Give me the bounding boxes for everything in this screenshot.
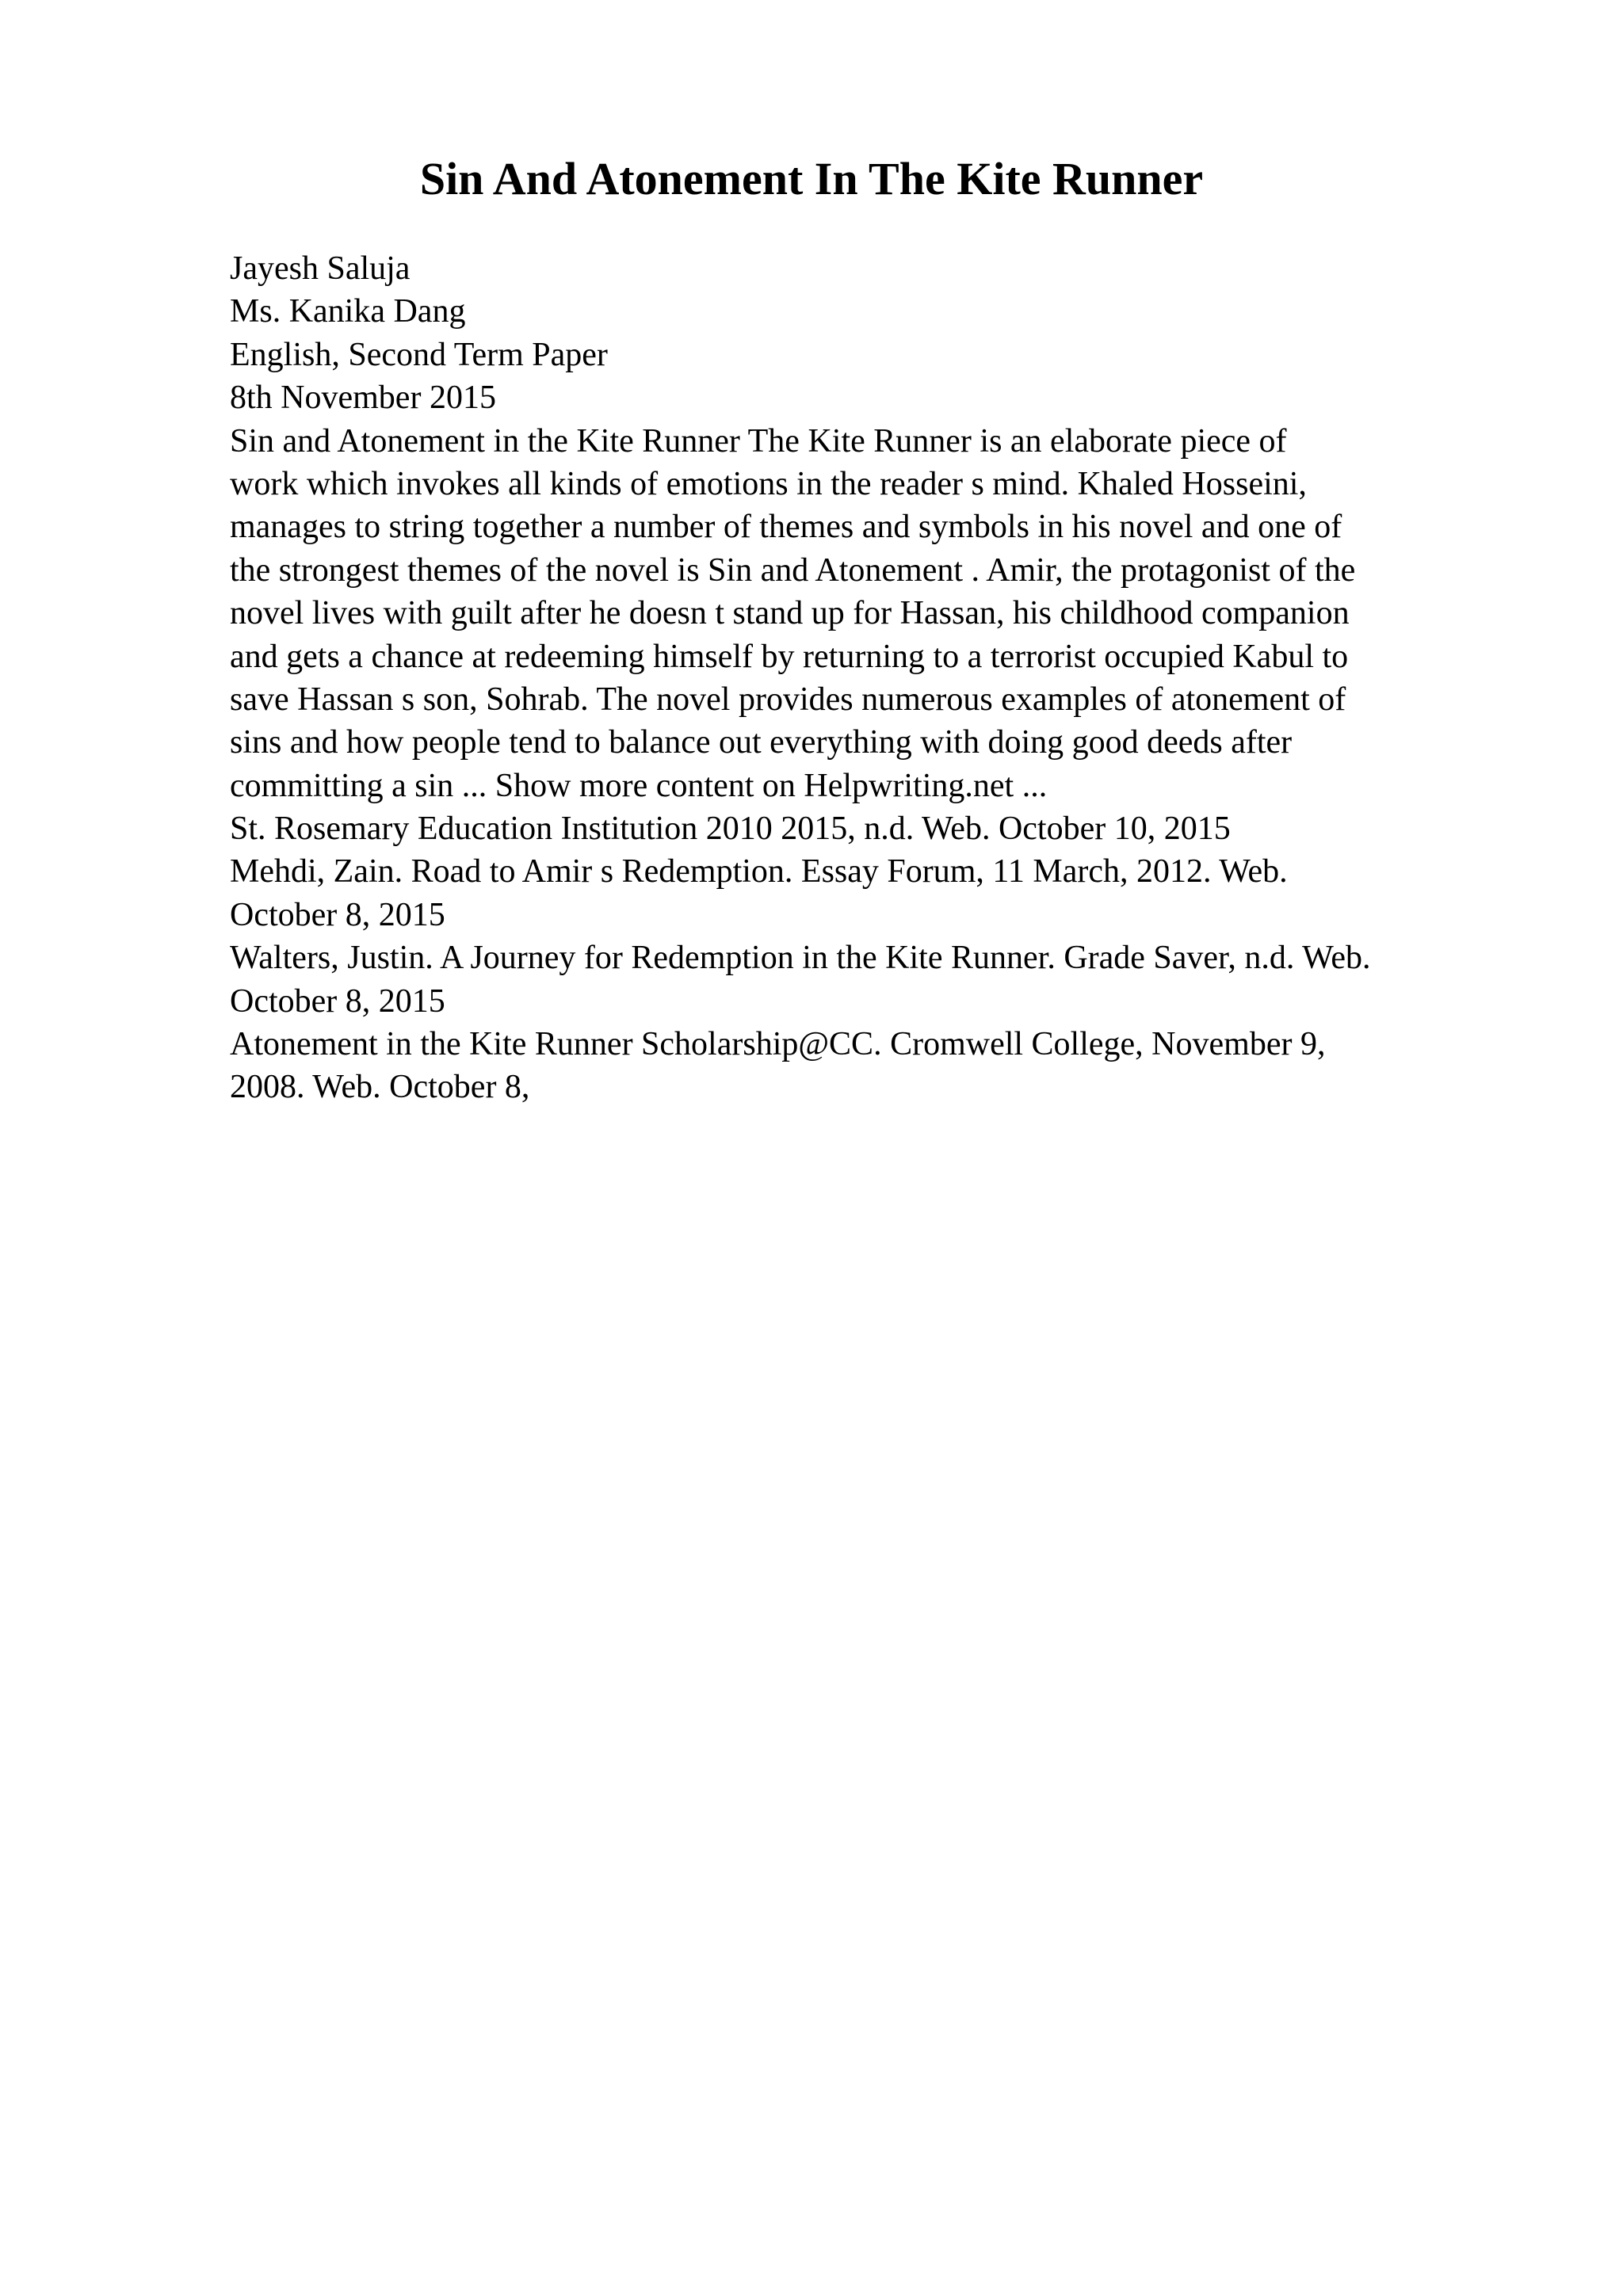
reference-line: Walters, Justin. A Journey for Redemption in the Kite Runner. Grade Saver, n.d. Web. <box>230 940 1371 977</box>
references <box>230 807 1545 1109</box>
body-line: and gets a chance at redeeming himself by returning to a terrorist occupied Kabul to <box>230 638 1349 675</box>
instructor-name: Ms. Kanika Dang <box>230 293 466 330</box>
essay-body <box>230 420 1545 808</box>
course-name: English, Second Term Paper <box>230 336 608 373</box>
body-line: the strongest themes of the novel is Sin and Atonement . Amir, the protagonist of the <box>230 551 1356 589</box>
reference-line: 2008. Web. October 8, <box>230 1069 530 1106</box>
document-title: Sin And Atonement In The Kite Runner <box>419 153 1204 204</box>
reference-line: October 8, 2015 <box>230 896 445 933</box>
body-line: committing a sin ... Show more content on Helpwriting.net ... <box>230 767 1048 804</box>
reference-line: Mehdi, Zain. Road to Amir s Redemption. Essay Forum, 11 March, 2012. Web. <box>230 853 1288 891</box>
author-name: Jayesh Saluja <box>230 250 411 287</box>
body-line: sins and how people tend to balance out everything with doing good deeds after <box>230 724 1293 761</box>
body-line: novel lives with guilt after he doesn t stand up for Hassan, his childhood companion <box>230 595 1350 632</box>
reference-line: October 8, 2015 <box>230 982 445 1020</box>
paper-date: 8th November 2015 <box>230 379 496 417</box>
reference-line: Atonement in the Kite Runner Scholarship@CC. Cromwell College, November 9, <box>230 1026 1326 1063</box>
document-content <box>230 247 1545 1109</box>
reference-line: St. Rosemary Education Institution 2010 2015, n.d. Web. October 10, 2015 <box>230 810 1231 848</box>
body-line: work which invokes all kinds of emotions in the reader s mind. Khaled Hosseini, <box>230 465 1307 502</box>
body-line: save Hassan s son, Sohrab. The novel provides numerous examples of atonement of <box>230 681 1346 718</box>
body-line: manages to string together a number of themes and symbols in his novel and one of <box>230 509 1342 546</box>
author-header <box>230 247 1545 420</box>
body-line: Sin and Atonement in the Kite Runner The Kite Runner is an elaborate piece of <box>230 422 1287 460</box>
